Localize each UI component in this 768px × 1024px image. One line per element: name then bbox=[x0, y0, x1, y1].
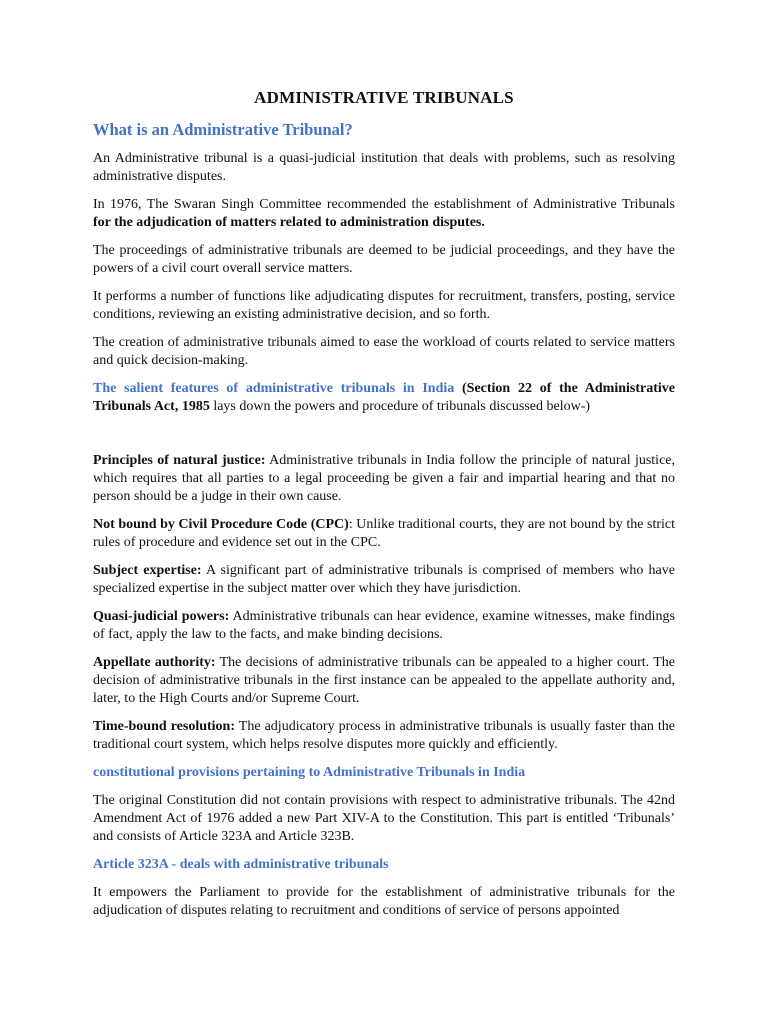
feature-appellate bbox=[93, 654, 675, 708]
intro-paragraph-3: The proceedings of administrative tribunals are deemed to be judicial proceedings, and they have the powers of a civil court overall service matters. bbox=[93, 243, 675, 276]
feature-time-bound bbox=[93, 718, 675, 754]
feature-text: The decisions of administrative tribunals can be appealed to a higher court. The decision of administrative tribunals in the first instance can be appealed to the appellate authority and, later, to the High Courts and/or Supreme Court. bbox=[93, 655, 675, 706]
article-323a-paragraph: It empowers the Parliament to provide for the establishment of administrative tribunals for the adjudication of disputes relating to recruitment and conditions of service of persons appointed bbox=[93, 885, 675, 918]
intro-paragraph-2-bold: for the adjudication of matters related to administration disputes. bbox=[93, 215, 485, 230]
intro-paragraph-1: An Administrative tribunal is a quasi-judicial institution that deals with problems, such as resolving administrative disputes. bbox=[93, 151, 675, 184]
feature-text: A significant part of administrative tribunals is comprised of members who have specialized expertise in the subject matter over which they have jurisdiction. bbox=[93, 563, 675, 596]
constitutional-provisions-heading: constitutional provisions pertaining to Administrative Tribunals in India bbox=[93, 765, 526, 780]
feature-term: Time-bound resolution: bbox=[93, 719, 235, 734]
section-heading-what-is: What is an Administrative Tribunal? bbox=[93, 120, 353, 139]
feature-term: Subject expertise: bbox=[93, 563, 202, 578]
feature-natural-justice bbox=[93, 452, 675, 506]
feature-text: Administrative tribunals can hear evidence, examine witnesses, make findings of fact, apply the law to the facts, and make binding decisions. bbox=[93, 609, 675, 642]
feature-text: Administrative tribunals in India follow the principle of natural justice, which requires that all parties to a legal proceeding be given a fair and impartial hearing and that no person should be a judge in their own cause. bbox=[93, 453, 675, 504]
intro-paragraph-2-text: In 1976, The Swaran Singh Committee recommended the establishment of Administrative Tribunals bbox=[93, 197, 675, 212]
document-title: ADMINISTRATIVE TRIBUNALS bbox=[254, 88, 514, 107]
article-323a-heading: Article 323A - deals with administrative tribunals bbox=[93, 857, 389, 872]
feature-text: The adjudicatory process in administrative tribunals is usually faster than the traditional court system, which helps resolve disputes more quickly and efficiently. bbox=[93, 719, 675, 752]
feature-cpc bbox=[93, 516, 675, 552]
feature-term: Principles of natural justice: bbox=[93, 453, 266, 468]
feature-term: Not bound by Civil Procedure Code (CPC) bbox=[93, 517, 349, 532]
constitutional-provisions-paragraph: The original Constitution did not contain provisions with respect to administrative tribunals. The 42nd Amendment Act of 1976 added a new Part XIV-A to the Constitution. This part is entitled ‘Tribunals’ and consists of Article 323A and Article 323B. bbox=[93, 793, 675, 844]
feature-subject-expertise bbox=[93, 562, 675, 598]
salient-features-paragraph bbox=[93, 380, 675, 416]
intro-paragraph-4: It performs a number of functions like adjudicating disputes for recruitment, transfers, posting, service conditions, reviewing an existing administrative decision, and so forth. bbox=[93, 289, 675, 322]
spacer bbox=[93, 426, 675, 452]
feature-text: : Unlike traditional courts, they are not bound by the strict rules of procedure and evidence set out in the CPC. bbox=[93, 517, 675, 550]
feature-term: Quasi-judicial powers: bbox=[93, 609, 230, 624]
document-page bbox=[93, 88, 675, 930]
feature-quasi-judicial bbox=[93, 608, 675, 644]
intro-paragraph-2 bbox=[93, 196, 675, 232]
salient-features-section-ref: (Section 22 of the Administrative Tribunals Act, 1985 bbox=[93, 381, 675, 414]
salient-features-rest: lays down the powers and procedure of tribunals discussed below-) bbox=[209, 399, 591, 414]
intro-paragraph-5: The creation of administrative tribunals aimed to ease the workload of courts related to service matters and quick decision-making. bbox=[93, 335, 675, 368]
feature-term: Appellate authority: bbox=[93, 655, 216, 670]
salient-features-heading: The salient features of administrative tribunals in India bbox=[93, 381, 455, 396]
